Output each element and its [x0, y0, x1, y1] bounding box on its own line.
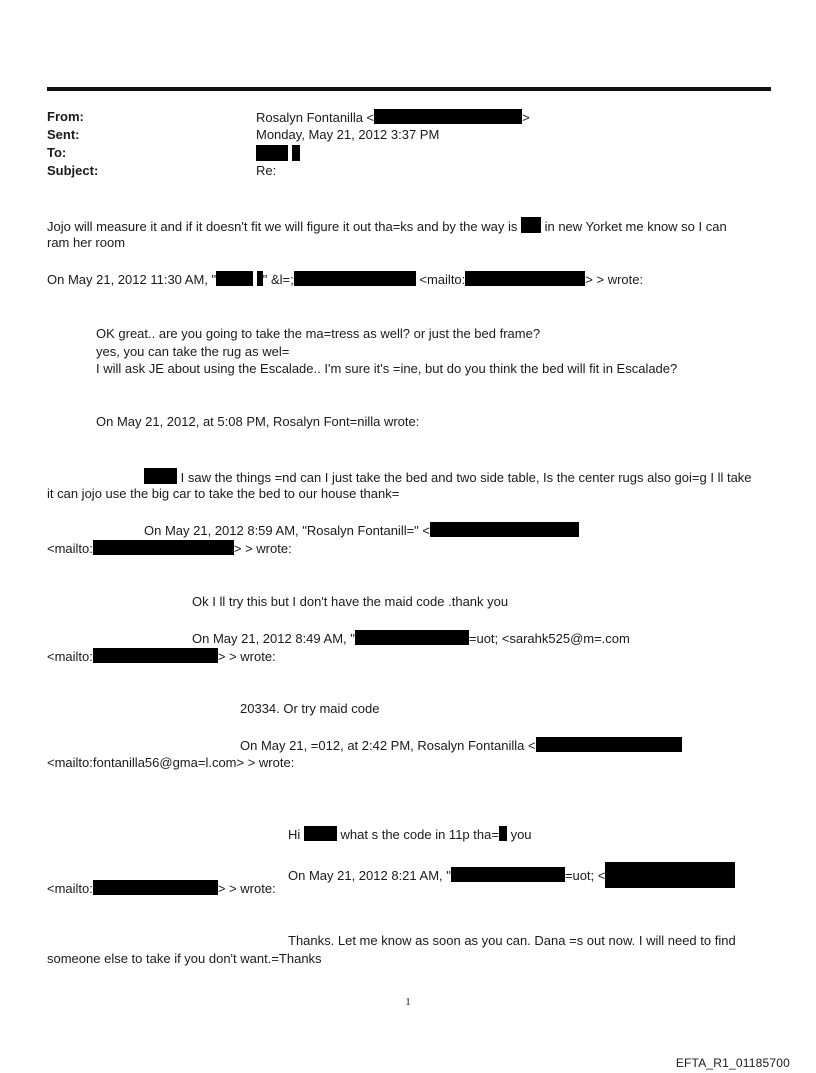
to-label: To:: [47, 145, 67, 160]
message-line: it can jojo use the big car to take the bed to our house thank=: [47, 486, 400, 501]
quote-header: [47, 648, 276, 665]
quote-header: [47, 880, 276, 897]
header-rule: [47, 87, 771, 91]
redaction: [216, 271, 253, 286]
quote-text: =uot; <: [564, 868, 606, 883]
quote-text: On May 21, 2012 11:30 AM, ": [47, 272, 217, 287]
message-line: OK great.. are you going to take the ma=tress as well? or just the bed frame?: [96, 326, 541, 341]
message-line: [288, 826, 532, 843]
quote-text: > > wrote:: [585, 272, 644, 287]
quote-text: <mailto:: [419, 272, 466, 287]
quote-text: On May 21, 2012 8:21 AM, ": [288, 868, 451, 883]
redaction: [93, 540, 234, 555]
quote-header: On May 21, 2012, at 5:08 PM, Rosalyn Font=nilla wrote:: [96, 414, 420, 429]
quote-header: <mailto:fontanilla56@gma=l.com> > wrote:: [47, 755, 295, 770]
from-value: [256, 109, 530, 126]
body-text: in new Yorket me know so I can: [544, 219, 727, 234]
quote-header: [240, 737, 682, 754]
redaction: [294, 271, 416, 286]
quote-text: =uot; <sarahk525@m=.com: [468, 631, 630, 646]
from-close: >: [522, 110, 530, 125]
body-line: ram her room: [47, 235, 126, 250]
quote-text: On May 21, 2012 8:49 AM, ": [192, 631, 355, 646]
redaction: [355, 630, 469, 645]
quote-text: <mailto:: [47, 649, 93, 664]
redaction: [430, 522, 579, 537]
redaction: [304, 826, 337, 841]
message-text: I saw the things =nd can I just take the bed and two side table, Is the center rugs also goi=g I ll take: [180, 470, 752, 485]
quote-header: [192, 630, 630, 647]
sent-value: Monday, May 21, 2012 3:37 PM: [256, 127, 440, 142]
redaction: [521, 217, 541, 233]
redaction: [292, 145, 300, 161]
message-line: [144, 468, 752, 486]
message-line: Thanks. Let me know as soon as you can. Dana =s out now. I will need to find: [288, 933, 736, 948]
redaction: [93, 648, 218, 663]
subject-label: Subject:: [47, 163, 99, 178]
body-line: [47, 217, 727, 235]
from-label: From:: [47, 109, 84, 124]
redaction: [499, 826, 507, 841]
quote-text: > > wrote:: [217, 881, 276, 896]
quote-text: > > wrote:: [217, 649, 276, 664]
redaction: [374, 109, 522, 124]
message-text: you: [510, 827, 532, 842]
quote-header: [47, 540, 292, 557]
message-text: Hi: [288, 827, 301, 842]
quote-header: [47, 271, 643, 288]
redaction: [605, 862, 735, 888]
to-value: [256, 145, 300, 163]
quote-header: [288, 862, 735, 888]
message-text: what s the code in 11p tha=: [340, 827, 499, 842]
page-number: 1: [405, 996, 411, 1008]
message-line: Ok I ll try this but I don't have the maid code .thank you: [192, 594, 509, 609]
from-name: Rosalyn Fontanilla <: [256, 110, 375, 125]
message-line: 20334. Or try maid code: [240, 701, 380, 716]
message-line: someone else to take if you don't want.=Thanks: [47, 951, 322, 966]
quote-text: On May 21, =012, at 2:42 PM, Rosalyn Fontanilla <: [240, 738, 536, 753]
body-text: Jojo will measure it and if it doesn't fit we will figure it out tha=ks and by the way is: [47, 219, 518, 234]
redaction: [465, 271, 585, 286]
subject-value: Re:: [256, 163, 277, 178]
message-line: yes, you can take the rug as wel=: [96, 344, 290, 359]
sent-label: Sent:: [47, 127, 80, 142]
quote-text: " &l=;: [262, 272, 294, 287]
message-line: I will ask JE about using the Escalade.. I'm sure it's =ine, but do you think the bed will fit in Escalade?: [96, 361, 678, 376]
redaction: [451, 867, 565, 882]
document-id: EFTA_R1_01185700: [675, 1056, 790, 1070]
redaction: [536, 737, 682, 752]
redaction: [256, 145, 288, 161]
quote-header: [144, 522, 579, 539]
quote-text: > > wrote:: [233, 541, 292, 556]
quote-text: <mailto:: [47, 881, 93, 896]
quote-text: <mailto:: [47, 541, 93, 556]
quote-text: On May 21, 2012 8:59 AM, "Rosalyn Fontanill=" <: [144, 523, 430, 538]
redaction: [93, 880, 218, 895]
redaction: [144, 468, 177, 484]
